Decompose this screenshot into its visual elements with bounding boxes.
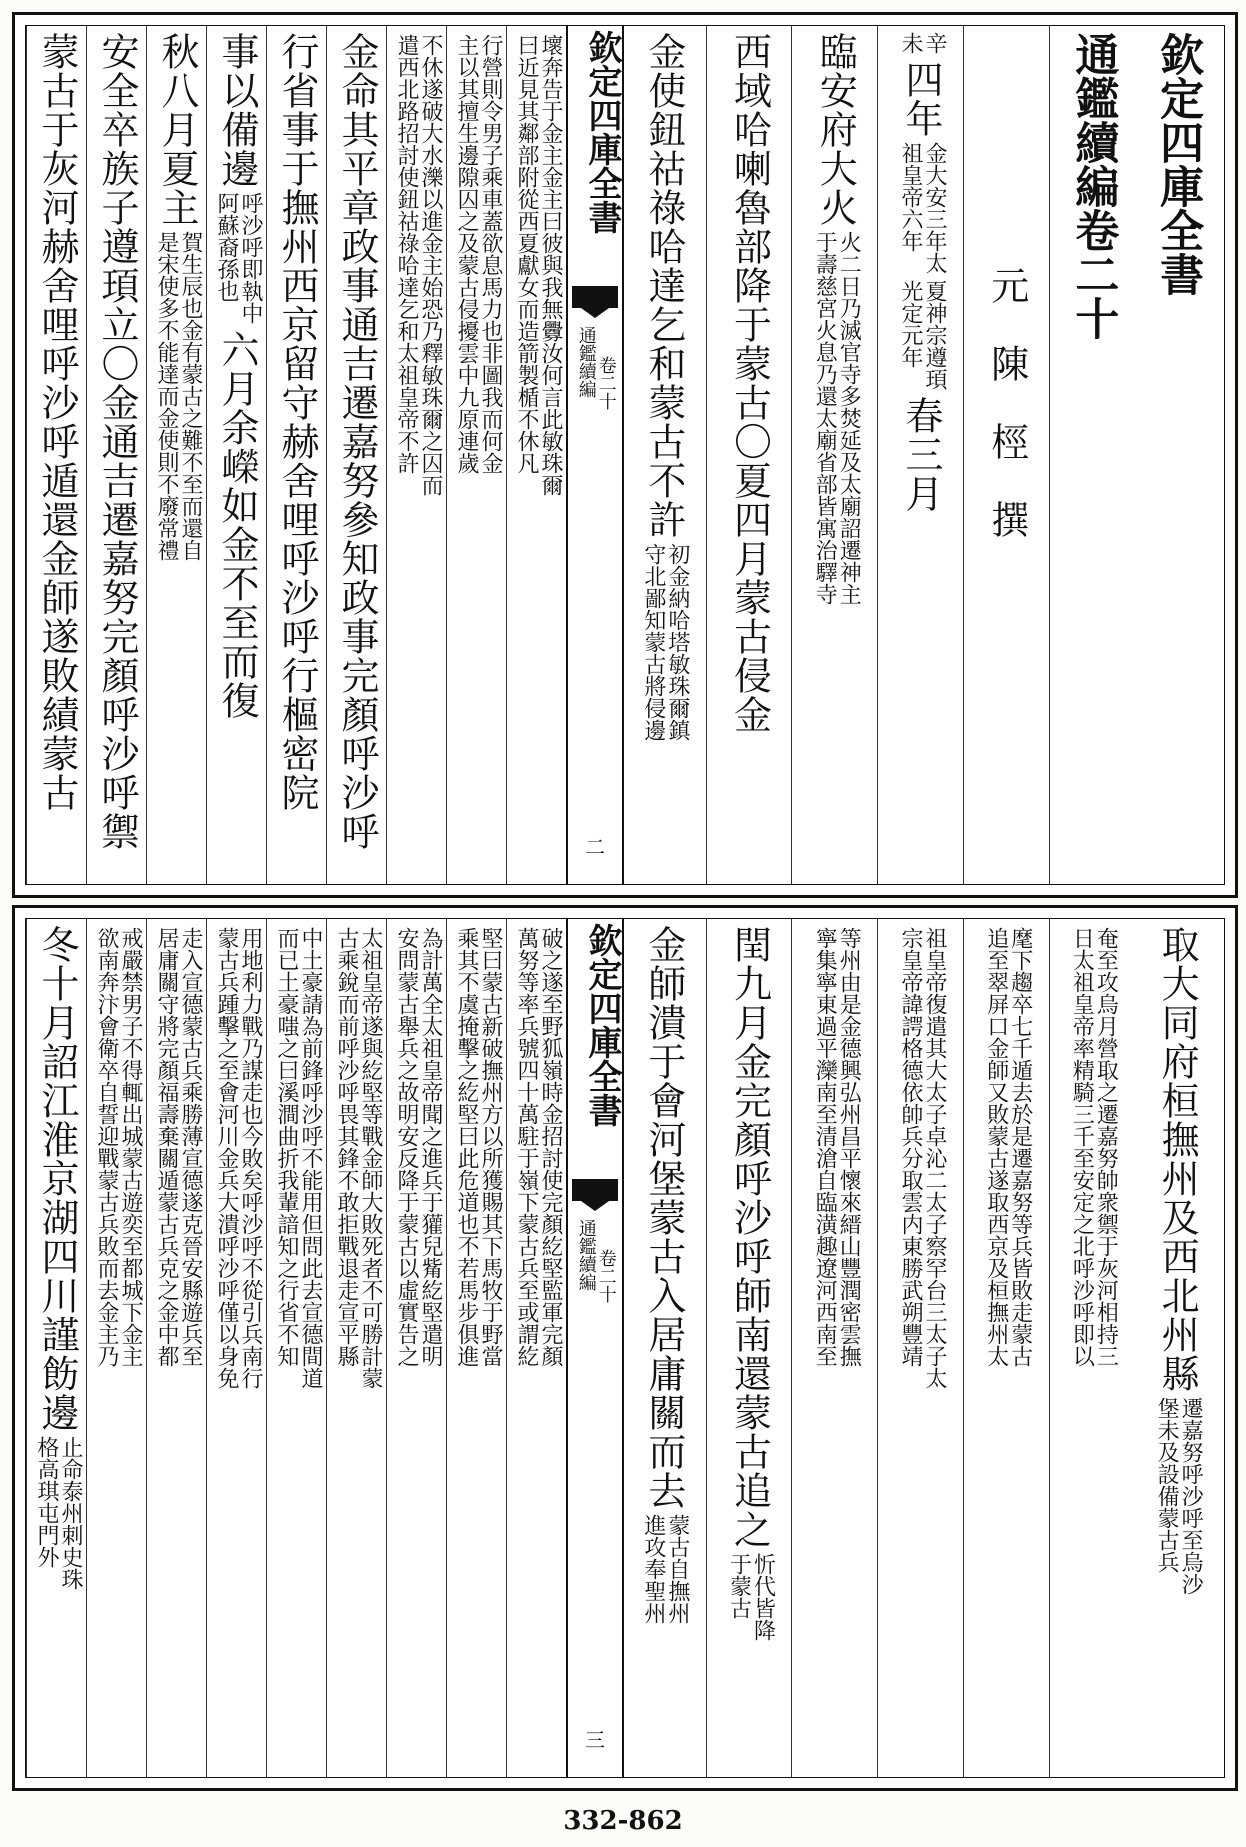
left-top-annotation-left: 遣西北路招討使鈕祜祿哈達乞和太祖皇帝不許 — [394, 34, 419, 474]
right-bottom-annotation-left: 堡未及設備蒙古兵 — [1154, 1397, 1180, 1573]
right-top-annotation-right: 金大安三年太 — [921, 142, 947, 274]
left-bottom-column — [146, 919, 207, 1777]
right-top-annotation-right: 初金納哈塔敏珠爾鎮 — [664, 543, 690, 741]
left-top-text: 安全卒族子遵頊立〇金通吉遷嘉努完顏呼沙呼禦 — [95, 32, 139, 851]
left-top-annotation-right: 賀生辰也金有蒙古之難不至而還自 — [178, 231, 203, 561]
right-top-annotation-left: 守北鄙知蒙古將侵邊 — [640, 543, 666, 741]
center-gutter — [566, 26, 624, 884]
right-top-text: 西域哈喇魯部降于蒙古〇夏四月蒙古侵金 — [727, 32, 772, 734]
right-bottom-column — [877, 919, 964, 1777]
left-bottom-annotation-right: 中土豪請為前鋒呼沙呼不能用但問此去宣德間道 — [298, 927, 323, 1389]
right-top-annotation-right: 夏神宗遵頊 — [921, 280, 947, 390]
left-bottom-annotation-left: 安問蒙古舉兵之故明安反降于蒙古以虛實告之 — [394, 927, 419, 1367]
right-top-text: 四年 — [898, 60, 943, 138]
left-top-text: 秋八月夏主 — [155, 32, 199, 227]
left-top-annotation-right: 不休遂破大水濼以進金主始恐乃釋敏珠爾之囚而 — [418, 34, 443, 496]
left-bottom-annotation-left: 萬努等率兵號四十萬駐于嶺下蒙古兵至或謂紇 — [514, 927, 539, 1367]
right-bottom-annotation-left: 進攻奉聖州 — [640, 1514, 666, 1624]
left-bottom-annotation-left: 格高琪屯門外 — [34, 1436, 59, 1568]
right-bottom-column — [963, 919, 1050, 1777]
upper-page-frame — [25, 25, 1225, 885]
left-bottom-annotation-right: 為計萬全太祖皇帝聞之進兵于獾兒觜紇堅遣明 — [418, 927, 443, 1367]
left-top-text: 六月余嶸如金不至而復 — [215, 330, 259, 720]
right-top-text: 元 陳 桱 撰 — [984, 32, 1029, 539]
left-bottom-column — [266, 919, 327, 1777]
left-top-annotation-left: 曰近見其鄰部附從西夏獻女而造箭製楯不休凡 — [514, 34, 539, 474]
right-top-annotation-right: 火二日乃滅官寺多焚延及太廟詔遷神主 — [836, 231, 862, 605]
right-top-text: 欽定四庫全書 — [1152, 32, 1204, 296]
right-bottom-annotation-right: 等州由是金德興弘州昌平懷來縉山豐潤密雲撫 — [836, 927, 862, 1367]
left-top-column — [26, 26, 87, 884]
left-bottom-column — [446, 919, 507, 1777]
left-bottom-annotation-left: 乘其不虞掩擊之紇堅曰此危道也不若馬步俱進 — [454, 927, 479, 1367]
right-bottom-annotation-left: 日太祖皇帝率精騎三千至安定之北呼沙呼即以 — [1069, 927, 1095, 1367]
right-bottom-annotation-left: 寧集寧東過平灤南至清滄自臨潢趣遼河西南至 — [812, 927, 838, 1367]
left-bottom-annotation-right: 破之遂至野狐嶺時金招討使完顏紇堅監軍完顏 — [538, 927, 563, 1367]
left-top-column — [266, 26, 327, 884]
right-top-text: 通鑑續編卷二十 — [1067, 32, 1119, 340]
right-bottom-column — [1134, 919, 1220, 1777]
gutter-juan-label: 通鑑續編 — [575, 326, 597, 398]
right-bottom-column — [791, 919, 878, 1777]
left-bottom-column — [206, 919, 267, 1777]
gutter-leaf-number: 三 — [585, 1728, 605, 1752]
left-bottom-column — [326, 919, 387, 1777]
gutter-juan-number: 卷二十 — [595, 1249, 617, 1303]
right-bottom-annotation-left: 于蒙古 — [726, 1553, 752, 1619]
gutter-book-title: 欽定四庫全書 — [582, 923, 622, 1127]
right-top-column — [963, 26, 1050, 884]
left-bottom-annotation-right: 止命泰州刺史珠 — [58, 1436, 83, 1590]
left-bottom-annotation-right: 太祖皇帝遂與紇堅等戰金師大敗死者不可勝計蒙 — [358, 927, 383, 1389]
left-bottom-column — [386, 919, 447, 1777]
left-top-text: 事以備邊 — [215, 32, 259, 188]
left-top-annotation-right: 行營則令男子乘車蓋欲息馬力也非圖我而何金 — [478, 34, 503, 474]
right-top-annotation-left: 于壽慈宮火息乃還太廟省部皆寓治驛寺 — [812, 231, 838, 605]
left-top-column — [326, 26, 387, 884]
page-number: 332-862 — [563, 1806, 683, 1836]
fishtail-mark — [572, 286, 618, 308]
right-bottom-annotation-right: 奄至攻烏月營取之遷嘉努帥衆禦于灰河相持三 — [1093, 927, 1119, 1367]
left-bottom-annotation-right: 戒嚴禁男子不得輒出城蒙古遊奕至都城下金主 — [118, 927, 143, 1367]
right-bottom-text: 取大同府桓撫州及西北州縣 — [1155, 925, 1200, 1393]
right-bottom-column — [706, 919, 793, 1777]
gutter-book-title: 欽定四庫全書 — [582, 30, 622, 234]
right-top-text: 臨安府大火 — [813, 32, 858, 227]
left-top-annotation-left: 是宋使多不能達而金使則不廢常禮 — [154, 231, 179, 561]
left-top-text: 金命其平章政事通吉遷嘉努參知政事完顏呼沙呼 — [335, 32, 379, 851]
right-top-column — [620, 26, 707, 884]
right-top-annotation-left: 未 — [897, 32, 923, 54]
left-bottom-annotation-left: 古乘銳而前呼沙呼畏其鋒不敢拒戰退走宣平縣 — [334, 927, 359, 1367]
left-bottom-annotation-right: 堅曰蒙古新破撫州方以所獲賜其下馬牧于野當 — [478, 927, 503, 1367]
left-top-text: 行省事于撫州西京留守赫舍哩呼沙呼行樞密院 — [275, 32, 319, 812]
right-bottom-column — [1049, 919, 1136, 1777]
left-top-column — [506, 26, 567, 884]
left-top-annotation-right: 呼沙呼即執中 — [238, 192, 263, 324]
left-top-column — [386, 26, 447, 884]
left-top-column — [146, 26, 207, 884]
right-top-annotation-left: 祖皇帝六年 — [897, 142, 923, 252]
left-bottom-column — [26, 919, 87, 1777]
right-bottom-annotation-right: 祖皇帝復遣其大太子卓沁二太子察罕台三太子太 — [921, 927, 947, 1389]
left-top-text: 蒙古于灰河赫舍哩呼沙呼遁還金師遂敗績蒙古 — [35, 32, 79, 812]
right-bottom-annotation-right: 遷嘉努呼沙呼至烏沙 — [1178, 1397, 1204, 1595]
right-bottom-text: 閏九月金完顏呼沙呼師南還蒙古追之 — [727, 925, 772, 1549]
gutter-juan-number: 卷二十 — [595, 356, 617, 410]
left-bottom-annotation-left: 欲南奔汴會衛卒自誓迎戰蒙古兵敗而去金主乃 — [94, 927, 119, 1367]
right-top-annotation-left: 光定元年 — [897, 280, 923, 368]
left-top-column — [446, 26, 507, 884]
left-bottom-annotation-right: 用地利力戰乃謀走也今敗矣呼沙呼不從引兵南行 — [238, 927, 263, 1389]
right-bottom-annotation-left: 追至翠屏口金師又敗蒙古遂取西京及桓撫州太 — [983, 927, 1009, 1367]
right-top-text: 金使鈕祜祿哈達乞和蒙古不許 — [641, 32, 686, 539]
left-bottom-annotation-right: 走入宣德蒙古兵乘勝薄宣德遂克晉安縣遊兵至 — [178, 927, 203, 1367]
right-top-column — [1134, 26, 1220, 884]
right-bottom-annotation-left: 宗皇帝諱諤格德依帥兵分取雲内東勝武朔豐靖 — [897, 927, 923, 1367]
left-bottom-column — [86, 919, 147, 1777]
left-bottom-text: 冬十月詔江淮京湖四川謹飭邊 — [35, 925, 79, 1432]
gutter-juan-label: 通鑑續編 — [575, 1219, 597, 1291]
right-bottom-text: 金師潰于會河堡蒙古入居庸關而去 — [641, 925, 686, 1510]
center-gutter — [566, 919, 624, 1777]
right-top-column — [706, 26, 793, 884]
left-top-column — [86, 26, 147, 884]
lower-page-frame — [25, 918, 1225, 1778]
left-top-annotation-left: 阿蘇裔孫也 — [214, 192, 239, 302]
gutter-leaf-number: 二 — [585, 835, 605, 859]
left-bottom-column — [506, 919, 567, 1777]
right-top-annotation-right: 辛 — [921, 32, 947, 54]
right-top-column — [1049, 26, 1136, 884]
fishtail-mark — [572, 1179, 618, 1201]
right-bottom-annotation-right: 麾下趨卒七千遁去於是遷嘉努等兵皆敗走蒙古 — [1007, 927, 1033, 1367]
left-top-annotation-right: 壞奔告于金主金主曰彼與我無釁汝何言此敏珠爾 — [538, 34, 563, 496]
right-top-column — [791, 26, 878, 884]
left-bottom-annotation-left: 居庸關守將完顏福壽棄關遁蒙古兵克之金中都 — [154, 927, 179, 1367]
left-bottom-annotation-left: 而已土豪嗤之曰溪澗曲折我輩諳知之行省不知 — [274, 927, 299, 1367]
lower-page-panel — [12, 905, 1238, 1791]
left-top-annotation-left: 主以其擅生邊隙囚之及蒙古侵擾雲中九原連歲 — [454, 34, 479, 474]
right-bottom-annotation-right: 忻代皆降 — [750, 1553, 776, 1641]
left-top-column — [206, 26, 267, 884]
right-bottom-column — [620, 919, 707, 1777]
upper-page-panel — [12, 12, 1238, 898]
right-bottom-annotation-right: 蒙古自撫州 — [664, 1514, 690, 1624]
right-top-column — [877, 26, 964, 884]
left-bottom-annotation-left: 蒙古兵踵擊之至會河川金兵大潰呼沙呼僅以身免 — [214, 927, 239, 1389]
right-top-text: 春三月 — [898, 396, 943, 513]
